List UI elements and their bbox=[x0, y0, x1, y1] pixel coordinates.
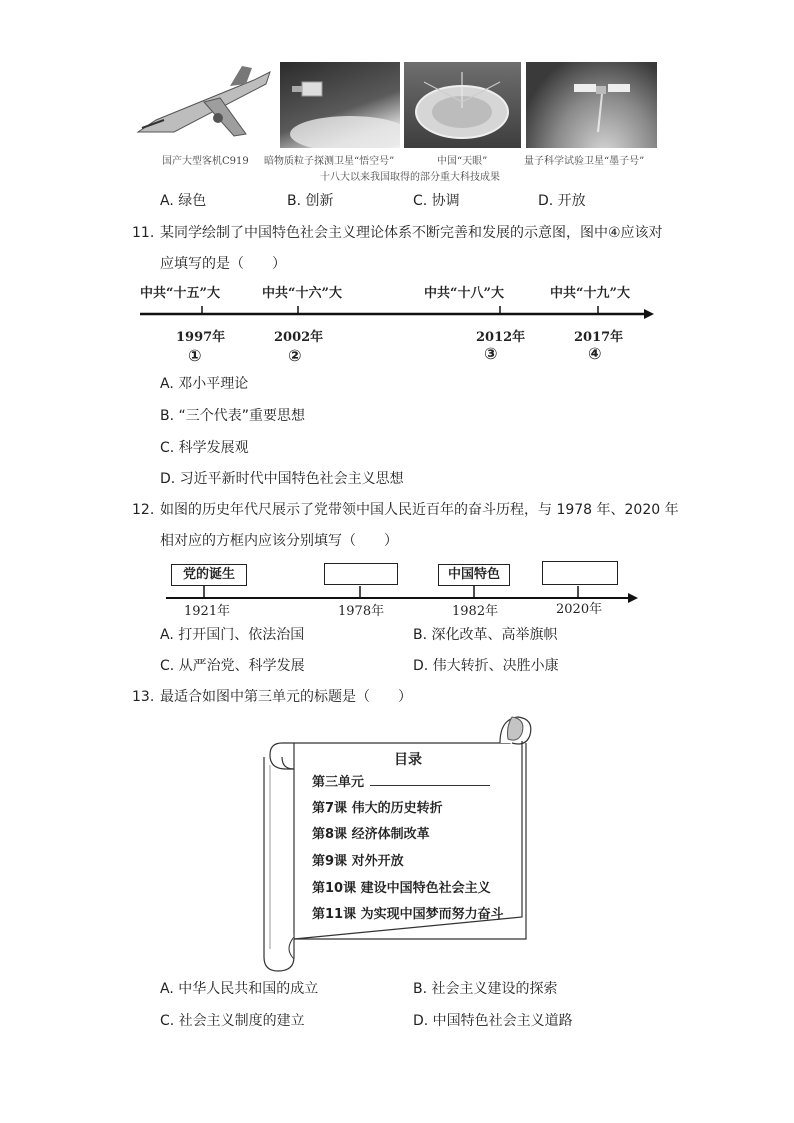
timeline-box: 党的诞生 bbox=[171, 564, 247, 586]
photo-tianyan bbox=[404, 62, 521, 148]
q12-option-b[interactable]: B. 深化改革、高举旗帜 bbox=[413, 627, 558, 643]
q13-option-d[interactable]: D. 中国特色社会主义道路 bbox=[413, 1013, 573, 1029]
timeline-label: 中共“十六”大 bbox=[262, 286, 342, 301]
photo-c919 bbox=[134, 62, 274, 148]
question-number: 13. bbox=[132, 689, 155, 705]
satellite-icon bbox=[280, 62, 400, 148]
quantum-satellite-icon bbox=[526, 62, 657, 148]
q11-option-d[interactable]: D. 习近平新时代中国特色社会主义思想 bbox=[160, 471, 404, 487]
timeline-year: 1997年 bbox=[176, 330, 226, 345]
timeline-box-blank bbox=[324, 563, 398, 585]
timeline-year: 1921年 bbox=[184, 604, 231, 619]
q10-option-b[interactable]: B. 创新 bbox=[287, 193, 334, 209]
question-stem: 应填写的是（ ） bbox=[160, 256, 286, 272]
timeline-box: 中国特色 bbox=[438, 564, 510, 586]
question-number: 11. bbox=[132, 225, 155, 241]
toc-unit: 第三单元 bbox=[312, 775, 365, 790]
toc-scroll bbox=[260, 713, 536, 975]
q10-option-a[interactable]: A. 绿色 bbox=[160, 193, 207, 209]
timeline-label: 中共“十五”大 bbox=[140, 286, 220, 301]
toc-lesson: 第9课 对外开放 bbox=[312, 854, 404, 869]
question-stem: 最适合如图中第三单元的标题是（ ） bbox=[160, 689, 412, 705]
toc-title: 目录 bbox=[394, 752, 422, 768]
question-stem: 如图的历史年代尺展示了党带领中国人民近百年的奋斗历程，与 1978 年、2020 年 bbox=[160, 502, 679, 518]
timeline-mark: ④ bbox=[588, 344, 602, 363]
q12-option-c[interactable]: C. 从严治党、科学发展 bbox=[160, 658, 305, 674]
q10-option-d[interactable]: D. 开放 bbox=[538, 193, 586, 209]
timeline-year: 2020年 bbox=[556, 602, 603, 617]
photo-mozi bbox=[526, 62, 657, 148]
timeline-mark: ① bbox=[188, 346, 202, 365]
photo-caption: 中国“天眼” bbox=[437, 156, 488, 167]
toc-lesson: 第7课 伟大的历史转折 bbox=[312, 801, 443, 816]
figure-title: 十八大以来我国取得的部分重大科技成果 bbox=[320, 172, 500, 183]
photo-caption: 量子科学试验卫星“墨子号” bbox=[524, 156, 645, 167]
question-number: 12. bbox=[132, 502, 155, 518]
q13-option-c[interactable]: C. 社会主义制度的建立 bbox=[160, 1013, 305, 1029]
timeline-year: 2012年 bbox=[476, 330, 526, 345]
timeline-label: 中共“十八”大 bbox=[424, 286, 504, 301]
q13-option-a[interactable]: A. 中华人民共和国的成立 bbox=[160, 981, 319, 997]
timeline-label: 中共“十九”大 bbox=[550, 286, 630, 301]
q11-timeline bbox=[136, 280, 656, 370]
q12-option-d[interactable]: D. 伟大转折、决胜小康 bbox=[413, 658, 559, 674]
q13-option-b[interactable]: B. 社会主义建设的探索 bbox=[413, 981, 558, 997]
timeline-year: 1978年 bbox=[338, 604, 385, 619]
toc-lesson: 第8课 经济体制改革 bbox=[312, 827, 430, 842]
photo-caption: 暗物质粒子探测卫星“悟空号” bbox=[264, 156, 395, 167]
q10-option-c[interactable]: C. 协调 bbox=[413, 193, 460, 209]
timeline-axis bbox=[136, 302, 656, 322]
q11-option-c[interactable]: C. 科学发展观 bbox=[160, 440, 249, 456]
q11-option-a[interactable]: A. 邓小平理论 bbox=[160, 376, 249, 392]
toc-lesson: 第10课 建设中国特色社会主义 bbox=[312, 881, 491, 896]
timeline-mark: ② bbox=[288, 346, 302, 365]
toc-lesson: 第11课 为实现中国梦而努力奋斗 bbox=[312, 907, 504, 922]
q11-option-b[interactable]: B. “三个代表”重要思想 bbox=[160, 408, 306, 424]
timeline-year: 2017年 bbox=[574, 330, 624, 345]
toc-blank-line bbox=[370, 785, 490, 786]
timeline-box-blank bbox=[542, 561, 618, 585]
q12-option-a[interactable]: A. 打开国门、依法治国 bbox=[160, 627, 305, 643]
question-stem: 相对应的方框内应该分别填写（ ） bbox=[160, 533, 398, 549]
question-stem: 某同学绘制了中国特色社会主义理论体系不断完善和发展的示意图，图中④应该对 bbox=[160, 225, 663, 241]
telescope-icon bbox=[404, 62, 521, 148]
photo-wukong bbox=[280, 62, 400, 148]
airplane-icon bbox=[134, 62, 274, 148]
timeline-mark: ③ bbox=[484, 344, 498, 363]
timeline-year: 2002年 bbox=[274, 330, 324, 345]
q12-timeline bbox=[164, 560, 644, 620]
timeline-year: 1982年 bbox=[452, 604, 499, 619]
photo-caption: 国产大型客机C919 bbox=[162, 156, 249, 167]
